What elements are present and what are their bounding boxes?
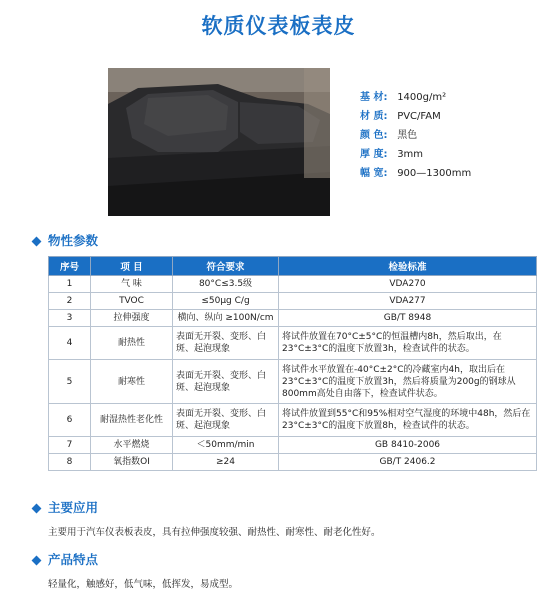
property-color: 颜 色: 黑色 <box>360 130 418 141</box>
dashboard-skin-image <box>108 68 330 216</box>
header-requirement: 符合要求 <box>173 257 279 276</box>
section-heading-applications: 主要应用 <box>30 498 98 516</box>
property-thickness: 厚 度: 3mm <box>360 149 424 160</box>
diamond-bullet-icon <box>32 236 42 246</box>
applications-text: 主要用于汽车仪表板表皮，具有拉伸强度较强、耐热性、耐寒性、耐老化性好。 <box>48 527 381 538</box>
features-text: 轻量化，触感好，低气味，低挥发，易成型。 <box>48 579 239 590</box>
table-row: 2 TVOC ≤50μg C/g VDA277 <box>49 293 537 310</box>
section-heading-features: 产品特点 <box>30 550 98 568</box>
table-row: 7 水平燃烧 ＜50mm/min GB 8410-2006 <box>49 437 537 454</box>
table-row: 6 耐湿热性老化性 表面无开裂、变形、白斑、起泡现象 将试件放置到55°C和95%相对空气湿度的环境中48h，然后在23°C±3°C的温度下放置8h，检查试件的状态。 <box>49 404 537 437</box>
page-title: 软质仪表板表皮 <box>201 14 356 38</box>
table-row: 3 拉伸强度 横向、纵向 ≥100N/cm GB/T 8948 <box>49 310 537 327</box>
table-row: 4 耐热性 表面无开裂、变形、白斑、起泡现象 将试件放置在70°C±5°C的恒温槽内8h，然后取出，在23°C±3°C的温度下放置3h，检查试件的状态。 <box>49 327 537 360</box>
table-row: 8 氧指数OI ≥24 GB/T 2406.2 <box>49 454 537 471</box>
table-row: 1 气 味 80°C≤3.5级 VDA270 <box>49 276 537 293</box>
table-header-row <box>49 257 537 276</box>
property-material: 材 质: PVC/FAM <box>360 111 441 122</box>
diamond-bullet-icon <box>32 555 42 565</box>
header-item: 项 目 <box>91 257 173 276</box>
property-base: 基 材: 1400g/m² <box>360 92 447 103</box>
spec-table <box>48 256 537 471</box>
property-width: 幅 宽: 900—1300mm <box>360 168 472 179</box>
header-standard: 检验标准 <box>279 257 537 276</box>
product-photo <box>108 68 330 216</box>
diamond-bullet-icon <box>32 503 42 513</box>
material-properties <box>360 88 471 183</box>
table-row: 5 耐寒性 表面无开裂、变形、白斑、起泡现象 将试件水平放置在-40°C±2°C的冷藏室内4h，取出后在23°C±3°C的温度下放置3h，然后将质量为200g的钢球从800mm高处自由落下，检查试件状态。 <box>49 360 537 404</box>
header-no: 序号 <box>49 257 91 276</box>
section-heading-params: 物性参数 <box>30 231 98 249</box>
